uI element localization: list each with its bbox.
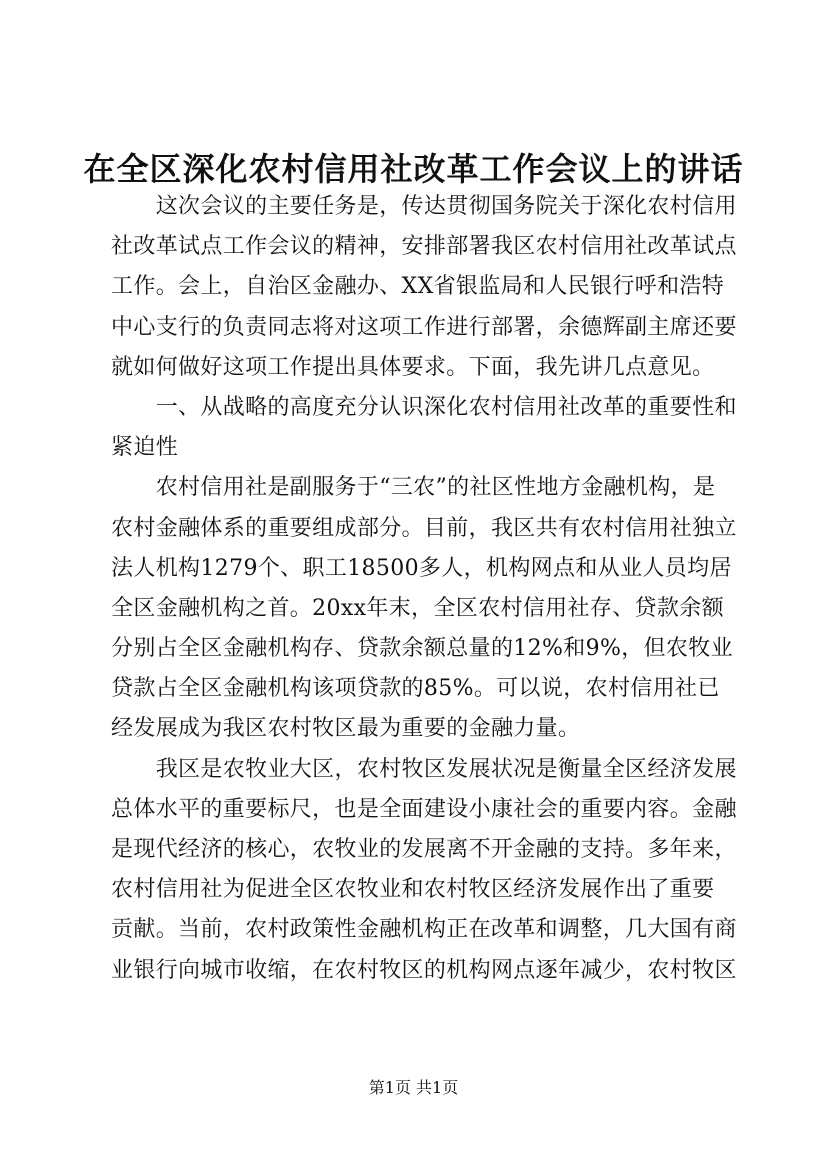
body-line: 中心支行的负责同志将对这项工作进行部署，余德辉副主席还要 <box>111 314 737 340</box>
document-body <box>111 187 737 991</box>
page-number-footer: 第1页 共1页 <box>368 1078 459 1097</box>
body-line: 社改革试点工作会议的精神，安排部署我区农村信用社改革试点 <box>111 234 737 260</box>
body-line: 是现代经济的核心，农牧业的发展离不开金融的支持。多年来， <box>111 837 737 862</box>
body-line: 我区是农牧业大区，农村牧区发展状况是衡量全区经济发展 <box>111 756 737 782</box>
body-line: 分别占全区金融机构存、贷款余额总量的12%和9%，但农牧业 <box>111 636 733 662</box>
body-line: 农村金融体系的重要组成部分。目前，我区共有农村信用社独立 <box>111 515 737 541</box>
body-line: 总体水平的重要标尺，也是全面建设小康社会的重要内容。金融 <box>111 796 737 822</box>
body-line: 贷款占全区金融机构该项贷款的85%。可以说，农村信用社已 <box>111 676 720 702</box>
body-line: 就如何做好这项工作提出具体要求。下面，我先讲几点意见。 <box>111 354 715 380</box>
body-line: 农村信用社为促进全区农牧业和农村牧区经济发展作出了重要 <box>111 877 715 903</box>
section-heading-line: 一、从战略的高度充分认识深化农村信用社改革的重要性和 <box>111 394 737 420</box>
body-line: 这次会议的主要任务是，传达贯彻国务院关于深化农村信用 <box>111 194 737 219</box>
body-line: 全区金融机构之首。20xx年末，全区农村信用社存、贷款余额 <box>111 595 724 621</box>
body-line: 业银行向城市收缩，在农村牧区的机构网点逐年减少，农村牧区 <box>111 957 737 983</box>
body-line: 农村信用社是副服务于“三农”的社区性地方金融机构，是 <box>111 475 716 501</box>
body-line: 经发展成为我区农村牧区最为重要的金融力量。 <box>111 716 581 742</box>
section-heading-line: 紧迫性 <box>111 435 179 461</box>
body-line: 贡献。当前，农村政策性金融机构正在改革和调整，几大国有商 <box>111 917 737 943</box>
body-line: 法人机构1279个、职工18500多人，机构网点和从业人员均居 <box>111 555 732 581</box>
body-line: 工作。会上，自治区金融办、XX省银监局和人民银行呼和浩特 <box>111 274 725 300</box>
document-title: 在全区深化农村信用社改革工作会议上的讲话 <box>83 150 744 188</box>
